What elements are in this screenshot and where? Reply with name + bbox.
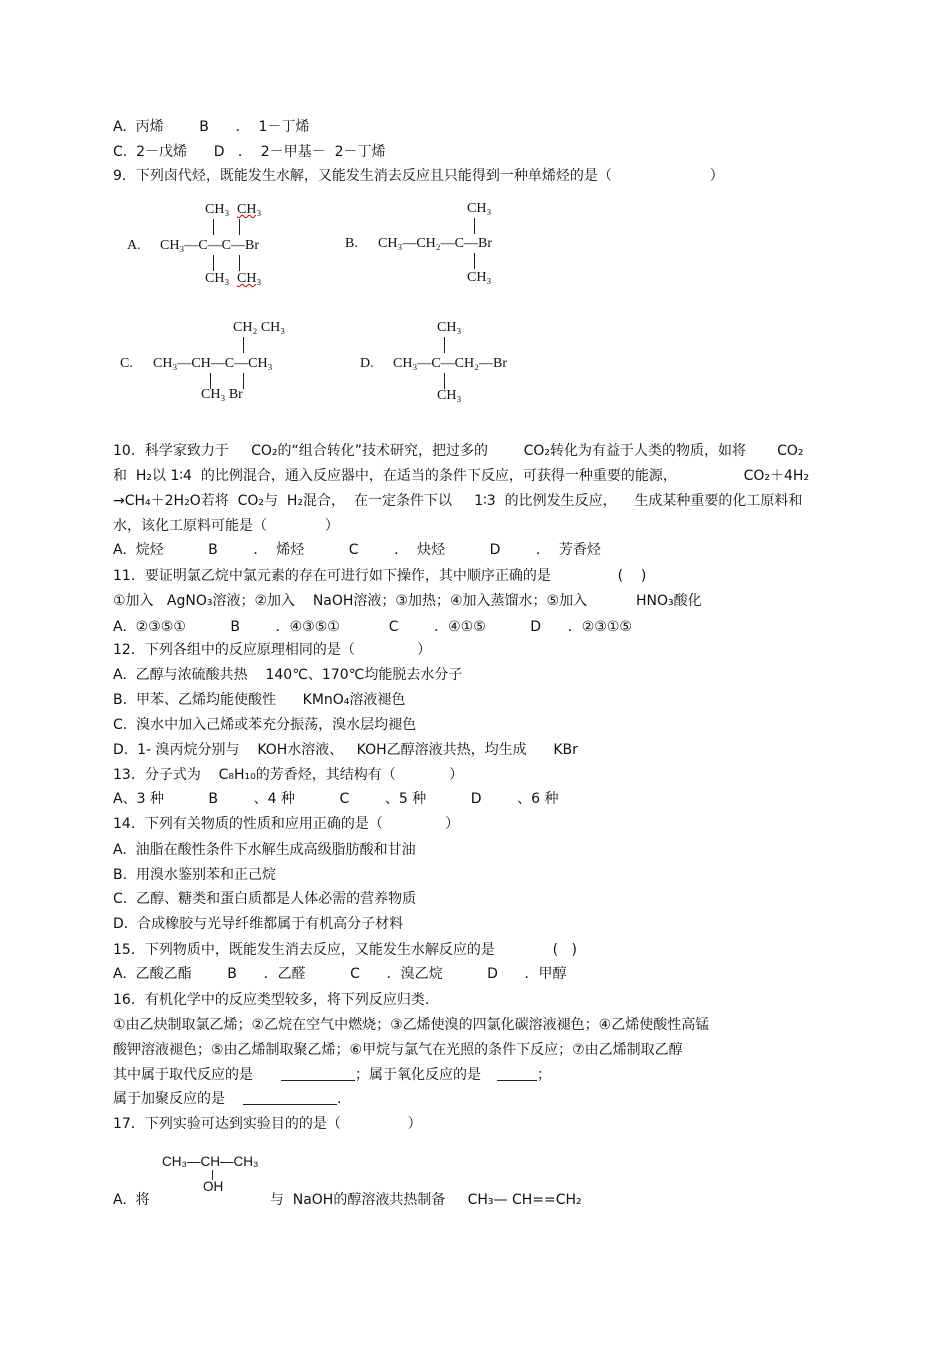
answer-blank-substitution[interactable]: [281, 1066, 355, 1081]
main-chain: CH₃—CH—C—CH₃: [153, 356, 273, 371]
option-label: B.: [345, 236, 358, 251]
q10-stem-2: 和 H₂以 1∶4 的比例混合，通入反应器中，在适当的条件下反应，可获得一种重要的能源， CO₂＋4H₂: [113, 468, 810, 484]
q10-stem-3: →CH₄＋2H₂O若将 CO₂与 H₂混合， 在一定条件下以 1∶3 的比例发生反应， 生成某种重要的化工原料和: [113, 493, 803, 509]
q11-stem: 11．要证明氯乙烷中氯元素的存在可进行如下操作，其中顺序正确的是 ( ): [113, 568, 647, 584]
q15-options: A. 乙酸乙酯 B ．乙醛 C ．溴乙烷 D ．甲醇: [113, 966, 567, 982]
q13-options: A、3 种 B 、4 种 C 、5 种 D 、6 种: [113, 791, 559, 807]
bond: [213, 219, 214, 235]
main-chain: CH₃—CH₂—C—Br: [378, 236, 492, 251]
substituent-ch3: CH₃: [205, 271, 230, 286]
substituent-ch3: CH₃: [237, 271, 262, 286]
prompt-text: ；属于氧化反应的是: [355, 1067, 481, 1083]
q14-option-d: D. 合成橡胶与光导纤维都属于有机高分子材料: [113, 916, 404, 932]
substituent-ch3: CH₃: [467, 201, 492, 216]
substituent-ch3: CH₃: [237, 202, 262, 217]
prompt-text: .: [337, 1091, 342, 1107]
q9-stem: 9．下列卤代烃，既能发生水解，又能发生消去反应且只能得到一种单烯烃的是（ ）: [113, 168, 724, 184]
hydroxyl-group: OH: [203, 1179, 224, 1194]
option-label: D.: [360, 356, 374, 371]
substituent-bottom: CH₃ Br: [201, 387, 243, 402]
q10-stem-1: 10．科学家致力于 CO₂的“组合转化”技术研究，把过多的 CO₂转化为有益于人类的物质，如将 CO₂: [113, 443, 804, 459]
prompt-text: 其中属于取代反应的是: [113, 1067, 253, 1083]
q10-options: A. 烷烃 B ． 烯烃 C ． 炔烃 D ． 芳香烃: [113, 542, 601, 558]
q11-options: A. ②③⑤① B ．④③⑤① C ．④①⑤ D ．②③①⑤: [113, 619, 632, 635]
bond: [444, 337, 445, 353]
bond: [243, 337, 244, 353]
bond: [474, 253, 475, 269]
q12-option-d: D. 1- 溴丙烷分别与 KOH水溶液、 KOH乙醇溶液共热，均生成 KBr: [113, 742, 578, 758]
q12-stem: 12．下列各组中的反应原理相同的是（ ）: [113, 642, 432, 658]
substituent-ch3: CH₃: [205, 202, 230, 217]
q13-stem: 13．分子式为 C₈H₁₀的芳香烃，其结构有（ ）: [113, 767, 464, 783]
substituent-top: CH₂ CH₃: [233, 320, 286, 335]
substituent-ch3: CH₃: [437, 320, 462, 335]
option-label: C.: [120, 356, 133, 371]
q16-items-2: 酸钾溶液褪色；⑤由乙烯制取聚乙烯；⑥甲烷与氯气在光照的条件下反应；⑦由乙烯制取乙醇: [113, 1042, 683, 1058]
bond: [474, 218, 475, 234]
bond: [243, 373, 244, 389]
q14-stem: 14．下列有关物质的性质和应用正确的是（ ）: [113, 816, 460, 832]
bond: [213, 255, 214, 271]
bond: [444, 373, 445, 389]
q12-option-b: B. 甲苯、乙烯均能使酸性 KMnO₄溶液褪色: [113, 692, 406, 708]
bond: [239, 255, 240, 271]
substituent-ch3: CH₃: [467, 270, 492, 285]
main-chain: CH₃—C—C—Br: [160, 238, 260, 253]
main-chain: CH₃—C—CH₂—Br: [393, 356, 507, 371]
q16-blanks-2: [113, 1090, 341, 1108]
substituent-ch3: CH₃: [437, 388, 462, 403]
q10-stem-4: 水，该化工原料可能是（ ）: [113, 518, 339, 534]
prompt-text: ；: [537, 1067, 551, 1083]
bond: [239, 219, 240, 235]
q16-stem: 16．有机化学中的反应类型较多，将下列反应归类.: [113, 992, 430, 1008]
q12-option-c: C. 溴水中加入己烯或苯充分振荡，溴水层均褪色: [113, 717, 417, 733]
prompt-text: 属于加聚反应的是: [113, 1091, 225, 1107]
answer-blank-oxidation[interactable]: [497, 1066, 537, 1081]
q17-stem: 17．下列实验可达到实验目的的是（ ）: [113, 1116, 422, 1132]
q14-option-b: B. 用溴水鉴别苯和正己烷: [113, 867, 276, 883]
q15-stem: 15．下列物质中，既能发生消去反应，又能发生水解反应的是 ( ): [113, 942, 577, 958]
q17-option-a: A. 将 与 NaOH的醇溶液共热制备 CH₃— CH==CH₂: [113, 1192, 582, 1208]
main-chain: CH₃—CH—CH₃: [162, 1154, 259, 1169]
q16-items-1: ①由乙炔制取氯乙烯；②乙烷在空气中燃烧；③乙烯使溴的四氯化碳溶液褪色；④乙烯使酸性高锰: [113, 1017, 710, 1033]
answer-blank-addition-polymerization[interactable]: [243, 1090, 337, 1105]
q14-option-c: C. 乙醇、糖类和蛋白质都是人体必需的营养物质: [113, 891, 417, 907]
q8-options-ab: A. 丙烯 B ． 1－丁烯: [113, 119, 310, 135]
q16-blanks-1: [113, 1066, 551, 1084]
q14-option-a: A. 油脂在酸性条件下水解生成高级脂肪酸和甘油: [113, 842, 416, 858]
option-label: A.: [127, 238, 141, 253]
q12-option-a: A. 乙醇与浓硫酸共热 140℃、170℃均能脱去水分子: [113, 667, 463, 683]
q11-steps: ①加入 AgNO₃溶液；②加入 NaOH溶液；③加热；④加入蒸馏水；⑤加入 HNO₃酸化: [113, 593, 702, 609]
q8-options-cd: C. 2－戊烯 D ． 2－甲基－ 2－丁烯: [113, 144, 386, 160]
